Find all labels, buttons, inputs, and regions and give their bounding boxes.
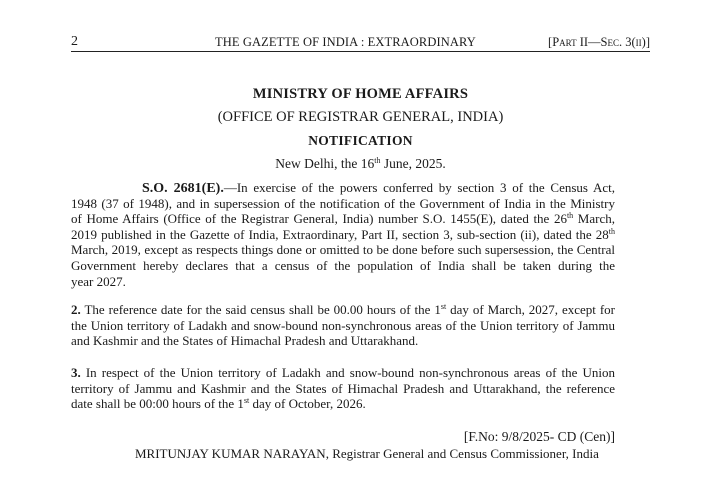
para1-line-7: year 2027. (71, 273, 126, 289)
para1-line-1-text: —In exercise of the powers conferred by section 3 of the Census Act, (223, 180, 615, 195)
date-sup: th (374, 156, 381, 165)
ministry-heading: MINISTRY OF HOME AFFAIRS (252, 86, 469, 102)
date-suffix: June, 2025. (380, 156, 446, 171)
para2-line-1-sup: st (440, 302, 447, 311)
para1-line-4 (71, 227, 615, 243)
para3-number: 3. (71, 365, 81, 380)
para1-line-4a: 2019 published in the Gazette of India, Extraordinary, Part II, section 3, sub-section (ii), dated the 28 (71, 226, 609, 242)
para2-number: 2. (71, 302, 81, 317)
para3-line-3a: date shall be 00:00 hours of the 1 (71, 396, 244, 412)
signatory: MRITUNJAY KUMAR NARAYAN, Registrar General and Census Commissioner, India (135, 446, 599, 461)
para3-line-2: territory of Jammu and Kashmir and the States of Himachal Pradesh and Uttarakhand, the reference (71, 380, 615, 396)
date-line (71, 156, 650, 172)
para2-line-2: the Union territory of Ladakh and snow-bound non-synchronous areas of the Union territory of Jammu (71, 317, 615, 333)
para1-line-4-sup: th (608, 226, 615, 236)
header-rule (71, 51, 650, 52)
date-prefix: New Delhi, the 16 (275, 156, 375, 171)
file-number: [F.No: 9/8/2025- CD (Cen)] (463, 429, 615, 444)
para2-line-1 (71, 302, 615, 318)
paragraph-1 (71, 180, 615, 289)
para1-line-5: March, 2019, except as respects things done or omitted to be done before such supersession, the Central (71, 242, 615, 258)
para2-line-1a: The reference date for the said census shall be 00.00 hours of the 1 (80, 302, 441, 317)
para1-line-3-sup: th (566, 211, 574, 221)
para1-line-1 (71, 180, 615, 196)
para2-line-3: and Kashmir and the States of Himachal Pradesh and Uttarakhand. (71, 333, 419, 349)
para3-line-1-text: In respect of the Union territory of Ladakh and snow-bound non-synchronous areas of the Union (80, 365, 615, 380)
para1-line-6: Government hereby declares that a census of the population of India shall be taken during the (71, 257, 615, 273)
paragraph-2 (71, 302, 615, 349)
paragraph-3 (71, 365, 615, 412)
para1-line-3a: of Home Affairs (Office of the Registrar General, India) number S.O. 1455(E), dated the 26 (71, 211, 567, 227)
so-number: S.O. 2681(E). (142, 181, 224, 196)
para3-line-3 (71, 396, 615, 412)
para3-line-3b: day of October, 2026. (249, 396, 366, 412)
office-heading: (OFFICE OF REGISTRAR GENERAL, INDIA) (217, 109, 504, 125)
gazette-title: THE GAZETTE OF INDIA : EXTRAORDINARY (215, 35, 476, 49)
page-header (71, 34, 650, 50)
para3-line-3-sup: st (243, 396, 250, 406)
part-label: [Part II—Sec. 3(ii)] (548, 35, 650, 49)
para1-line-3 (71, 211, 615, 227)
page-number: 2 (71, 34, 78, 49)
para1-line-3b: March, (573, 211, 615, 227)
notification-heading: NOTIFICATION (308, 133, 413, 148)
para1-line-2: 1948 (37 of 1948), and in supersession of the notification of the Government of India in the Ministry (71, 195, 615, 211)
para3-line-1 (71, 365, 615, 381)
para2-line-1b: day of March, 2027, except for (446, 302, 615, 317)
